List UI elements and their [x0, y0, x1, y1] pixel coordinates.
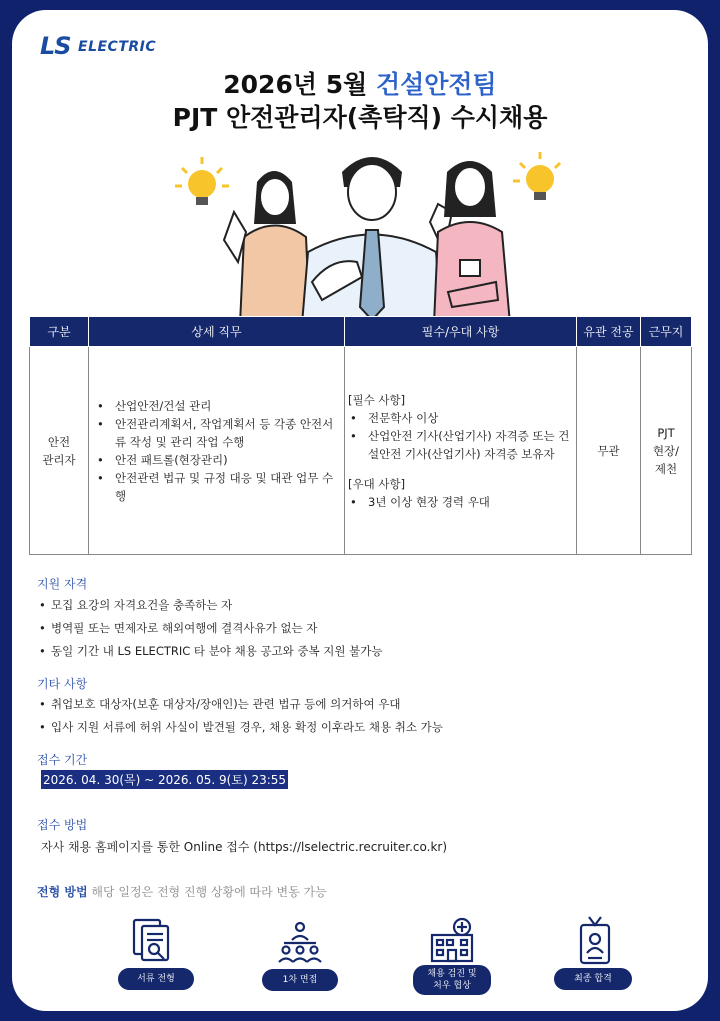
other-list — [37, 696, 443, 742]
list-item: • 입사 지원 서류에 허위 사실이 발견될 경우, 채용 확정 이후라도 채용 취소 가능 — [37, 719, 443, 742]
step-documents-pill: 서류 전형 — [118, 968, 194, 990]
cell-major: 무관 — [577, 347, 641, 555]
cell-requirements — [345, 347, 577, 555]
list-item: • 안전관련 법규 및 규정 대응 및 대관 업무 수행 — [95, 469, 344, 505]
list-item: • 병역필 또는 면제자로 해외여행에 결격사유가 없는 자 — [37, 620, 383, 643]
list-item: • 전문학사 이상 — [348, 409, 576, 427]
woman-right-figure — [434, 161, 510, 324]
header-category: 구분 — [30, 317, 89, 347]
hospital-icon — [428, 917, 476, 963]
job-posting-card — [12, 10, 708, 1011]
header-major: 유관 전공 — [577, 317, 641, 347]
preferred-group — [345, 475, 576, 511]
required-list — [348, 409, 576, 463]
header-requirements: 필수/우대 사항 — [345, 317, 577, 347]
period-title: 접수 기간 — [37, 753, 88, 767]
list-item: • 모집 요강의 자격요건을 충족하는 자 — [37, 597, 383, 620]
qualifications-list — [37, 597, 383, 666]
list-item: • 산업안전/건설 관리 — [95, 397, 344, 415]
page-title-line2: PJT 안전관리자(촉탁직) 수시채용 — [172, 103, 548, 132]
job-table — [29, 316, 692, 555]
page-title-line1 — [12, 65, 708, 101]
list-item: • 동일 기간 내 LS ELECTRIC 타 분야 채용 공고와 중복 지원 불가능 — [37, 643, 383, 666]
list-item: • 산업안전 기사(산업기사) 자격증 또는 건설안전 기사(산업기사) 자격증 보유자 — [348, 427, 576, 463]
people-illustration — [162, 142, 562, 324]
logo-ls-text: LS — [40, 32, 71, 60]
list-item: • 안전관리계획서, 작업계획서 등 각종 안전서류 작성 및 관리 작업 수행 — [95, 415, 344, 451]
required-title: [필수 사항] — [348, 392, 406, 407]
table-header-row — [30, 317, 692, 347]
logo-electric-text: ELECTRIC — [78, 39, 157, 55]
id-badge-icon — [578, 915, 612, 965]
apply-value: 자사 채용 홈페이지를 통한 Online 접수 (https://lselectric.recruiter.co.kr) — [41, 840, 448, 854]
preferred-title: [우대 사항] — [348, 476, 406, 491]
period-value: 2026. 04. 30(목) ~ 2026. 05. 9(토) 23:55 — [41, 770, 288, 789]
cell-category: 안전 관리자 — [30, 347, 89, 555]
list-item: • 안전 패트롤(현장관리) — [95, 451, 344, 469]
table-row — [30, 347, 692, 555]
woman-left-figure — [224, 171, 310, 324]
list-item: • 취업보호 대상자(보훈 대상자/장애인)는 관련 법규 등에 의거하여 우대 — [37, 696, 443, 719]
step-checkup-pill: 채용 검진 및 처우 협상 — [413, 965, 491, 995]
title-date: 2026년 5월 — [223, 70, 376, 99]
duties-list — [89, 397, 344, 505]
cell-location: PJT 현장/ 제천 — [641, 347, 692, 555]
header-duties: 상세 직무 — [89, 317, 345, 347]
documents-icon — [130, 916, 174, 964]
apply-title: 접수 방법 — [37, 818, 88, 832]
list-item: • 3년 이상 현장 경력 우대 — [348, 493, 576, 511]
process-heading — [37, 883, 327, 900]
header-location: 근무지 — [641, 317, 692, 347]
preferred-list — [348, 493, 576, 511]
title-team: 건설안전팀 — [375, 70, 497, 99]
interview-icon — [276, 920, 324, 964]
required-group — [345, 391, 576, 463]
lightbulb-right-icon — [513, 152, 560, 200]
process-note: 해당 일정은 전형 진행 상황에 따라 변동 가능 — [87, 885, 327, 899]
lightbulb-left-icon — [175, 157, 229, 205]
cell-duties — [89, 347, 345, 555]
other-title: 기타 사항 — [37, 677, 88, 691]
step-final-pill: 최종 합격 — [554, 968, 632, 990]
step-interview-pill: 1차 면접 — [262, 969, 338, 991]
man-center-figure — [302, 157, 452, 324]
process-title: 전형 방법 — [37, 885, 88, 899]
qualifications-title: 지원 자격 — [37, 577, 88, 591]
